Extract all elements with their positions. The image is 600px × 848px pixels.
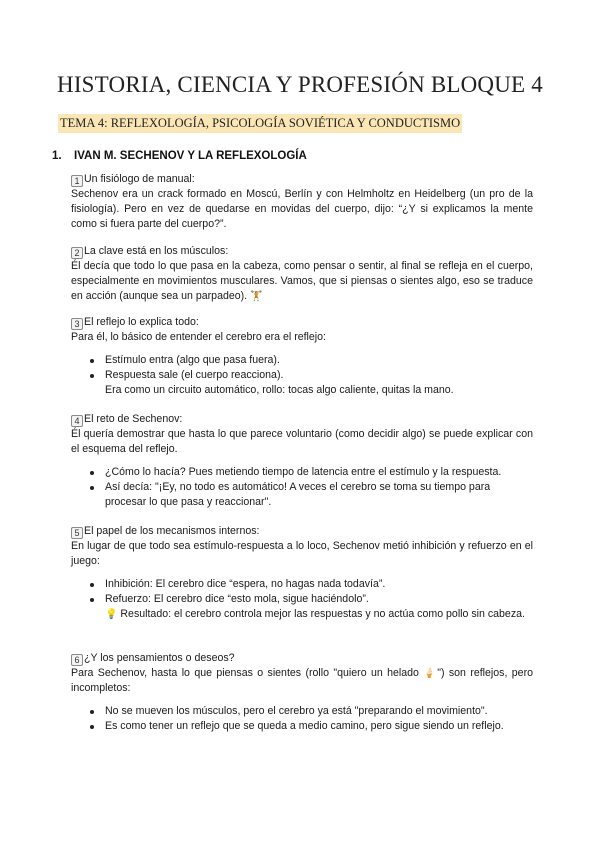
point-heading: 1 Un fisiólogo de manual: xyxy=(71,172,533,187)
weightlifter-emoji-icon: 🏋 xyxy=(250,291,263,302)
lightbulb-emoji-icon: 💡 xyxy=(105,609,118,620)
list-item: ¿Cómo lo hacía? Pues metiendo tiempo de latencia entre el estímulo y la respuesta. xyxy=(71,465,533,480)
list-item: Respuesta sale (el cuerpo reacciona). Era como un circuito automático, rollo: tocas algo caliente, quitas la mano. xyxy=(71,368,533,398)
list-item: No se mueven los músculos, pero el cerebro ya está "preparando el movimiento". xyxy=(71,704,533,719)
list-item: Estímulo entra (algo que pasa fuera). xyxy=(71,353,533,368)
point-text: En lugar de que todo sea estímulo-respuesta a lo loco, Sechenov metió inhibición y refuerzo en el juego: xyxy=(71,540,533,567)
point-heading: 2 La clave está en los músculos: xyxy=(71,244,533,259)
bullet-list xyxy=(71,353,533,398)
section-number: 1. xyxy=(52,150,62,162)
section-heading xyxy=(52,150,307,162)
point-heading: 4 El reto de Sechenov: xyxy=(71,412,533,427)
list-item: Es como tener un reflejo que se queda a medio camino, pero sigue siendo un reflejo. xyxy=(71,719,533,734)
keycap-3-icon: 3 xyxy=(71,318,83,330)
point-1 xyxy=(71,172,533,232)
bullet-list xyxy=(71,704,533,734)
bullet-list xyxy=(71,465,533,510)
page-title: HISTORIA, CIENCIA Y PROFESIÓN BLOQUE 4 xyxy=(57,72,543,97)
keycap-5-icon: 5 xyxy=(71,527,83,539)
topic-subtitle: TEMA 4: REFLEXOLOGÍA, PSICOLOGÍA SOVIÉTICA Y CONDUCTISMO xyxy=(58,114,462,133)
point-3 xyxy=(71,315,533,398)
point-heading: 3 El reflejo lo explica todo: xyxy=(71,315,533,330)
list-item: Inhibición: El cerebro dice “espera, no hagas nada todavía”. xyxy=(71,577,533,592)
point-text: Para él, lo básico de entender el cerebro era el reflejo: xyxy=(71,331,326,343)
section-title: IVAN M. SECHENOV Y LA REFLEXOLOGÍA xyxy=(74,150,307,162)
keycap-6-icon: 6 xyxy=(71,654,83,666)
bullet-list xyxy=(71,577,533,622)
point-5 xyxy=(71,524,533,622)
point-heading: 5 El papel de los mecanismos internos: xyxy=(71,524,533,539)
keycap-1-icon: 1 xyxy=(71,175,83,187)
point-4 xyxy=(71,412,533,510)
keycap-4-icon: 4 xyxy=(71,415,83,427)
point-2 xyxy=(71,244,533,304)
point-text: Para Sechenov, hasta lo que piensas o sientes (rollo "quiero un helado 🍦") son reflejos, pero incompletos: xyxy=(71,667,533,694)
ice-cream-emoji-icon: 🍦 xyxy=(423,668,438,679)
point-text: Sechenov era un crack formado en Moscú, Berlín y con Helmholtz en Heidelberg (un pro de la fisiología). Pero en vez de quedarse en movidas del cuerpo, dijo: “¿Y si explicamos la mente como si fuera parte del cuerpo?”. xyxy=(71,188,533,230)
list-item: Así decía: "¡Ey, no todo es automático! A veces el cerebro se toma su tiempo para procesar lo que pasa y reaccionar". xyxy=(71,480,533,510)
point-6 xyxy=(71,651,533,734)
point-text: Él quería demostrar que hasta lo que parece voluntario (como decidir algo) se puede explicar con el esquema del reflejo. xyxy=(71,428,533,455)
point-heading: 6 ¿Y los pensamientos o deseos? xyxy=(71,651,533,666)
point-text: Él decía que todo lo que pasa en la cabeza, como pensar o sentir, al final se refleja en el cuerpo, especialmente en movimientos musculares. Vamos, que si piensas o sientes algo, eso se traduce en acción (aunque sea un parpadeo). 🏋 xyxy=(71,260,533,302)
keycap-2-icon: 2 xyxy=(71,247,83,259)
list-item: Refuerzo: El cerebro dice “esto mola, sigue haciéndolo”. 💡 Resultado: el cerebro controla mejor las respuestas y no actúa como pollo sin cabeza. xyxy=(71,592,533,622)
